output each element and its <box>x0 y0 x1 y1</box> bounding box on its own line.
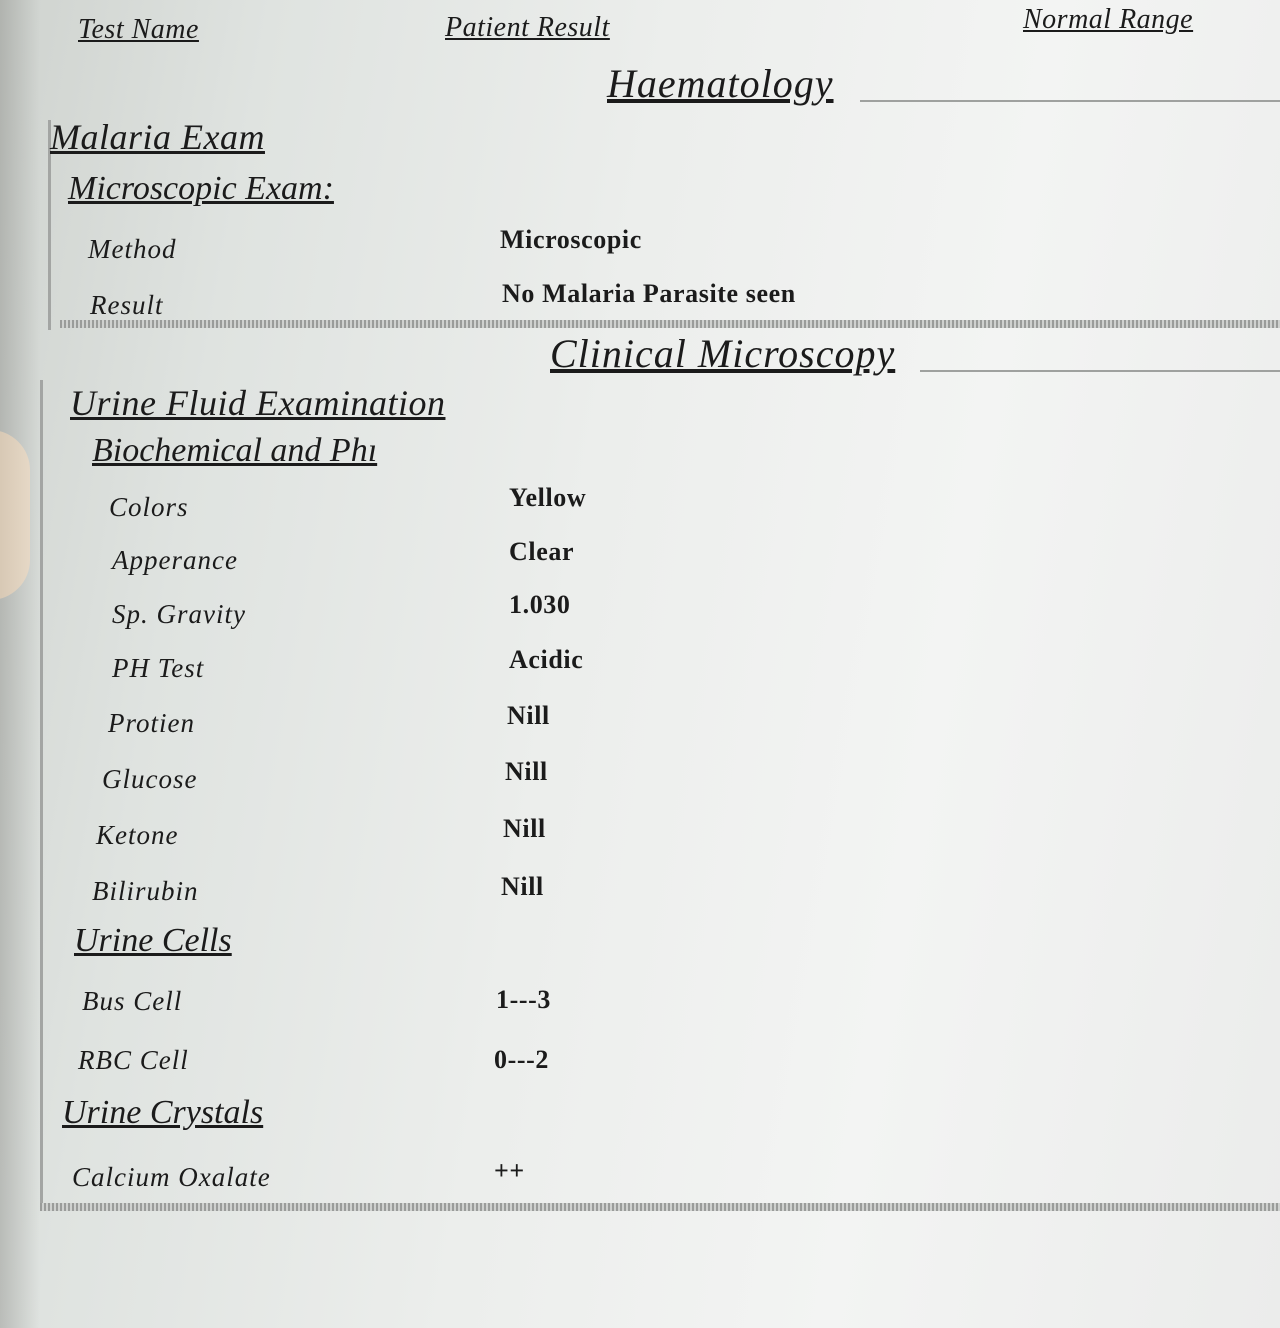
test-value: Acidic <box>509 645 584 674</box>
test-value: Nill <box>503 814 546 843</box>
box-border-left <box>40 380 43 1205</box>
test-value: Nill <box>505 757 548 786</box>
group-title-malaria-exam: Malaria Exam <box>50 117 265 157</box>
section-title-haematology: Haematology <box>607 61 834 106</box>
group-title-urine-fluid-examination: Urine Fluid Examination <box>70 383 446 423</box>
test-label: PH Test <box>112 653 205 683</box>
test-value: No Malaria Parasite seen <box>502 279 796 308</box>
test-label: Protien <box>108 708 195 738</box>
page-shadow <box>0 0 40 1328</box>
finger-shadow <box>0 430 30 600</box>
test-value: Nill <box>501 872 544 901</box>
test-label: Colors <box>109 492 189 522</box>
test-label: Calcium Oxalate <box>72 1162 271 1192</box>
column-header-test-name: Test Name <box>78 14 199 45</box>
section-rule <box>920 370 1280 372</box>
test-value: Yellow <box>509 483 587 512</box>
test-label: Ketone <box>96 820 179 850</box>
test-label: Bus Cell <box>82 986 183 1016</box>
section-rule <box>860 100 1280 102</box>
subgroup-title-biochemical: Biochemical and Phı <box>92 432 378 469</box>
section-title-clinical-microscopy: Clinical Microscopy <box>550 331 896 376</box>
test-value: 0---2 <box>494 1045 549 1074</box>
test-label: Sp. Gravity <box>112 599 246 629</box>
group-title-urine-cells: Urine Cells <box>74 922 232 959</box>
section-divider <box>60 320 1280 328</box>
test-label: Apperance <box>112 545 238 575</box>
test-label: Glucose <box>102 764 198 794</box>
test-value: Clear <box>509 537 575 566</box>
test-value: Nill <box>507 701 550 730</box>
test-label: Bilirubin <box>92 876 199 906</box>
test-label: Method <box>88 234 177 264</box>
group-title-urine-crystals: Urine Crystals <box>62 1094 264 1131</box>
section-divider <box>40 1203 1280 1211</box>
test-label: Result <box>90 290 164 320</box>
test-value: 1---3 <box>496 985 551 1014</box>
test-value: ++ <box>494 1156 525 1185</box>
subgroup-title-microscopic-exam: Microscopic Exam: <box>68 170 334 207</box>
test-value: 1.030 <box>509 590 571 619</box>
test-value: Microscopic <box>500 225 642 254</box>
column-header-patient-result: Patient Result <box>445 12 610 43</box>
column-header-normal-range: Normal Range <box>1023 4 1194 35</box>
test-label: RBC Cell <box>78 1045 189 1075</box>
